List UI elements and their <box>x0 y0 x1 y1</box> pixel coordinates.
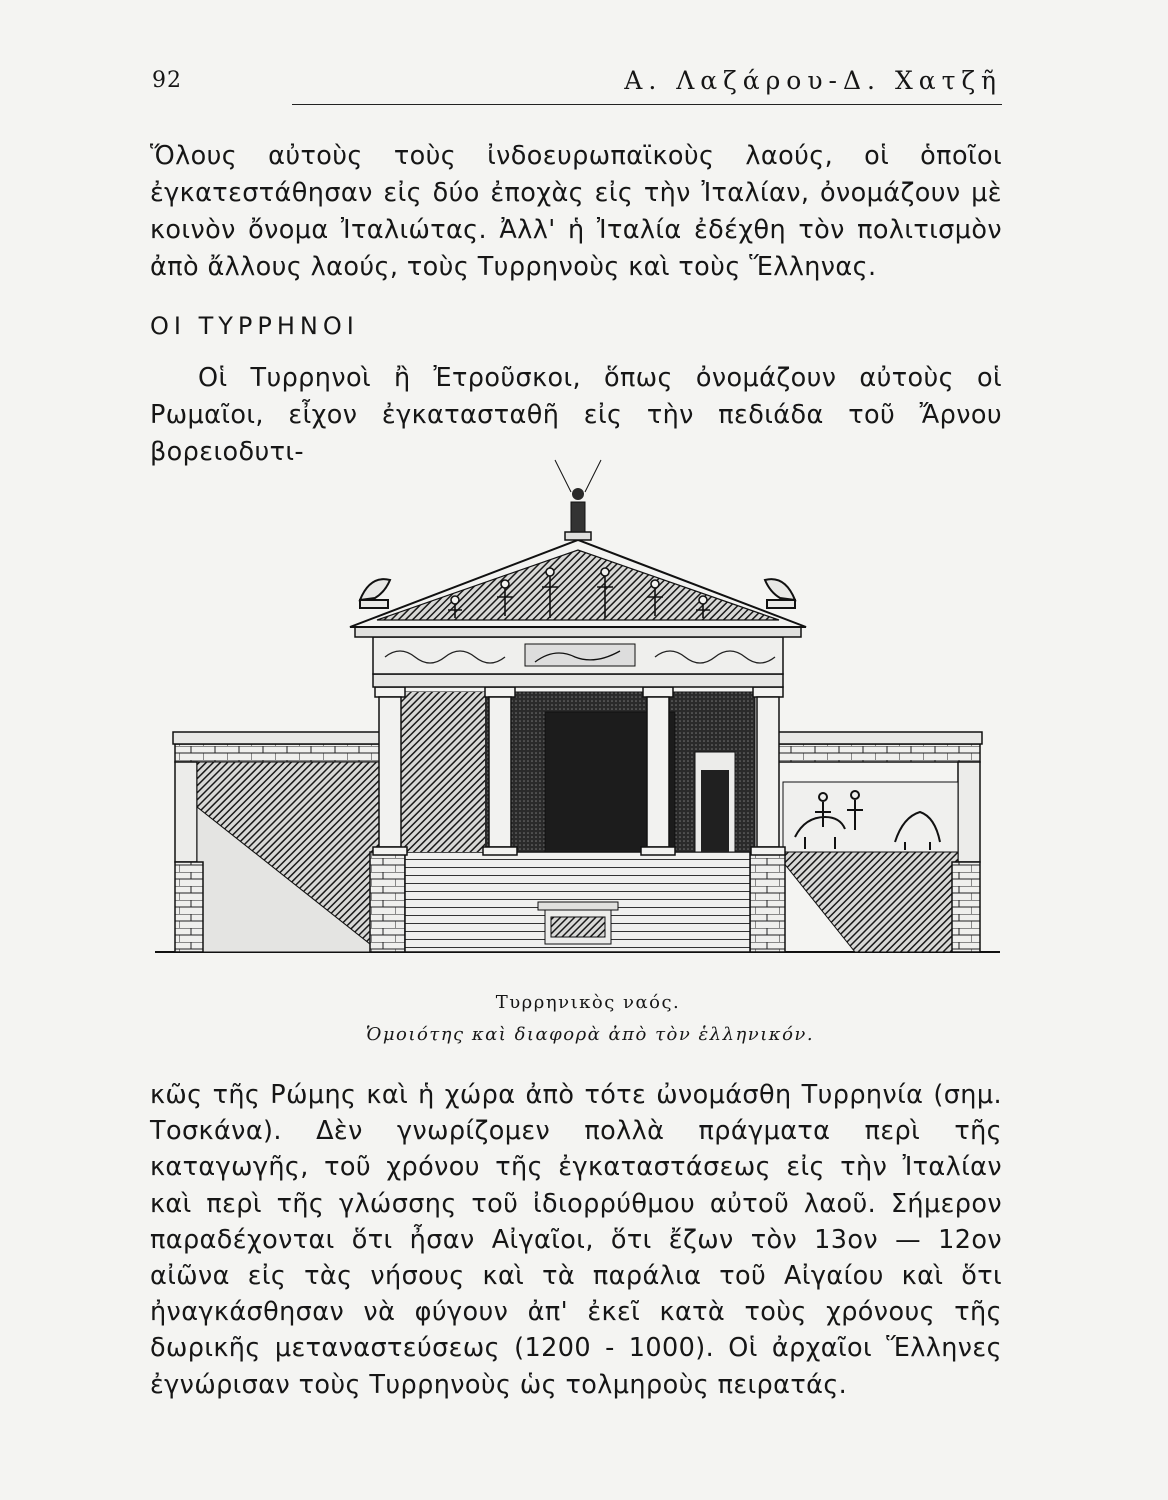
figure-caption-subtitle: Ὁμοιότης καὶ διαφορὰ ἀπὸ τὸν ἑλληνικόν. <box>365 1024 815 1045</box>
paragraph-2: Οἱ Τυρρηνοὶ ἢ Ἐτροῦσκοι, ὅπως ὀνομάζουν αὐτοὺς οἱ Ρωμαῖοι, εἶχον ἐγκατασταθῆ εἰς τὴν πεδιάδα τοῦ Ἄρνου βορειοδυτι- <box>150 363 1002 467</box>
paragraph-3: κῶς τῆς Ρώμης καὶ ἡ χώρα ἀπὸ τότε ὠνομάσθη Τυρρηνία (σημ. Τοσκάνα). Δὲν γνωρίζομεν πολλὰ πράγματα περὶ τῆς καταγωγῆς, τοῦ χρόνου τῆς ἐγκαταστάσεως εἰς τὴν Ἰταλίαν καὶ περὶ τῆς γλώσσης τοῦ ἰδιορρύθμου αὐτοῦ λαοῦ. Σήμερον παραδέχονται ὅτι ἦσαν Αἰγαῖοι, ὅτι ἔζων τὸν 13ον — 12ον αἰῶνα εἰς τὰς νήσους καὶ τὰ παράλια τοῦ Αἰγαίου καὶ ὅτι ἠναγκάσθησαν νὰ φύγουν ἀπ' ἐκεῖ κατὰ τοὺς χρόνους τῆς δωρικῆς μεταναστεύσεως (1200 - 1000). Οἱ ἀρχαῖοι Ἕλληνες ἐγνώρισαν τοὺς Τυρρηνοὺς ὡς τολμηροὺς πειρατάς. <box>150 1080 1002 1400</box>
figure-caption-title: Τυρρηνικὸς ναός. <box>495 992 681 1013</box>
page-header <box>152 66 1002 106</box>
header-rule <box>292 104 1002 105</box>
etruscan-temple-illustration <box>155 452 1000 962</box>
page-number: 92 <box>152 68 182 93</box>
paragraph-1: Ὅλους αὐτοὺς τοὺς ἰνδοευρωπαϊκοὺς λαούς, οἱ ὁποῖοι ἐγκατεστάθησαν εἰς δύο ἐποχὰς εἰς τὴν Ἰταλίαν, ὀνομάζουν μὲ κοινὸν ὄνομα Ἰταλιώτας. Ἀλλ' ἡ Ἰταλία ἐδέχθη τὸν πολιτισμὸν ἀπὸ ἄλλους λαούς, τοὺς Τυρρηνοὺς καὶ τοὺς Ἕλληνας. <box>150 141 1002 282</box>
running-head: Α. Λαζάρου-Δ. Χατζῆ <box>624 66 1002 95</box>
section-heading: ΟΙ ΤΥΡΡΗΝΟΙ <box>150 312 359 340</box>
